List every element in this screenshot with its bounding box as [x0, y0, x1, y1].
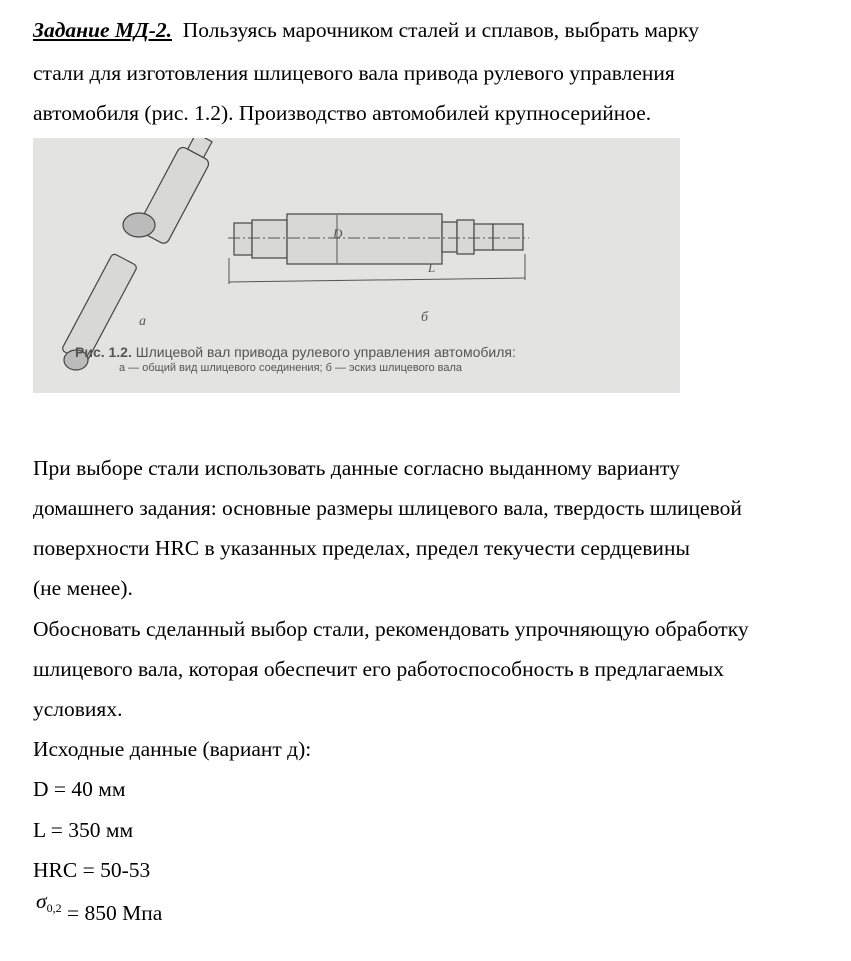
body-line: Исходные данные (вариант д):	[33, 737, 312, 761]
body-line: домашнего задания: основные размеры шлицевого вала, твердость шлицевой	[33, 496, 742, 520]
intro-line: Пользуясь марочником сталей и сплавов, выбрать марку	[182, 18, 700, 42]
figure-caption-number: Рис. 1.2.	[75, 344, 132, 360]
figure-label-a: а	[139, 314, 146, 329]
figure-label-b: б	[421, 310, 429, 325]
figure-caption-line1	[75, 344, 516, 360]
figure-caption-line2: а — общий вид шлицевого соединения; б — эскиз шлицевого вала	[119, 362, 463, 374]
task-title: Задание МД-2.	[33, 18, 173, 42]
task-heading-line	[33, 17, 699, 43]
body-line: поверхности HRC в указанных пределах, предел текучести сердцевины	[33, 536, 690, 560]
sigma-value: = 850 Мпа	[66, 901, 163, 925]
body-line: (не менее).	[33, 576, 133, 600]
body-line: Обосновать сделанный выбор стали, рекомендовать упрочняющую обработку	[33, 617, 749, 641]
dimension-d-label: D	[333, 226, 343, 241]
sigma-subscript: 0,2	[46, 901, 62, 915]
param-d: D = 40 мм	[33, 777, 126, 801]
body-line: условиях.	[33, 697, 123, 721]
param-sigma	[36, 889, 163, 929]
intro-line: стали для изготовления шлицевого вала привода рулевого управления	[33, 61, 675, 85]
param-hrc: HRC = 50-53	[33, 858, 151, 882]
body-line: шлицевого вала, которая обеспечит его работоспособность в предлагаемых	[33, 657, 724, 681]
sigma-symbol: σ	[36, 889, 47, 913]
intro-line: автомобиля (рис. 1.2). Производство автомобилей крупносерийное.	[33, 101, 652, 125]
figure-caption-text: Шлицевой вал привода рулевого управления автомобиля:	[135, 344, 516, 360]
dimension-l-label: L	[428, 260, 436, 275]
figure-shaft-photo	[33, 138, 680, 393]
param-l: L = 350 мм	[33, 818, 134, 842]
body-line: При выборе стали использовать данные согласно выданному варианту	[33, 456, 680, 480]
